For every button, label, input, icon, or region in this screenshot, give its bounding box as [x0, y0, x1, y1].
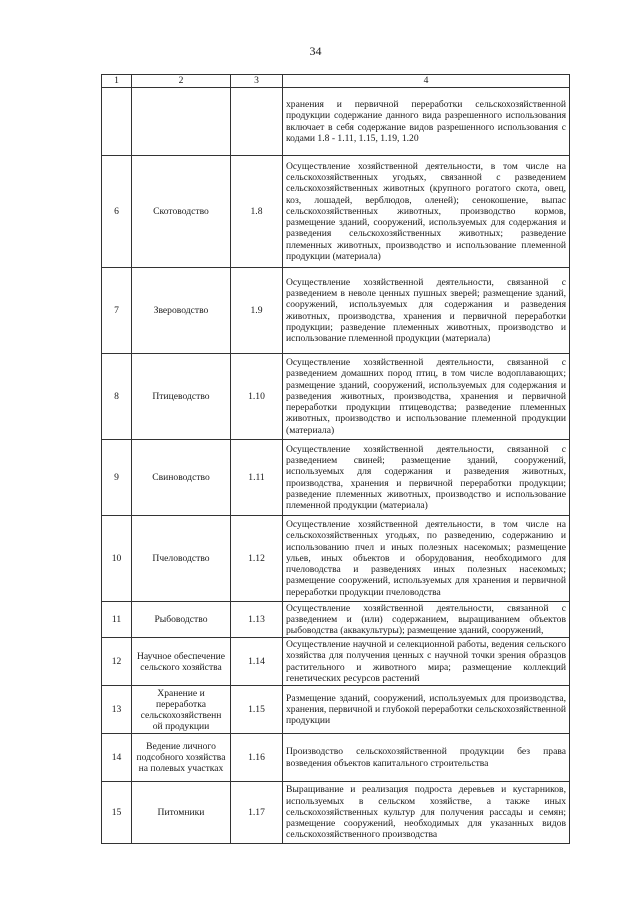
use-type-code: 1.15: [231, 686, 283, 734]
use-type-code: [231, 88, 283, 156]
use-type-name: Ведение личного подсобного хозяйства на полевых участках: [132, 734, 231, 782]
use-type-code: 1.10: [231, 354, 283, 440]
table-row: [102, 638, 570, 686]
table-row: [102, 156, 570, 268]
table-row: [102, 268, 570, 354]
row-number: 15: [102, 782, 132, 844]
use-type-name: Хранение и переработка сельскохозяйственн ой продукции: [132, 686, 231, 734]
table-row: [102, 354, 570, 440]
row-number: 11: [102, 602, 132, 638]
use-type-code: 1.14: [231, 638, 283, 686]
use-type-description: Осуществление хозяйственной деятельности, связанной с разведением свиней; размещение зданий, сооружений, используемых для содержания и разведения животных, производства, хранения и первичной переработки продукции; разведение племенных животных, производство и использование племенной продукции (материала): [283, 440, 570, 516]
use-type-code: 1.11: [231, 440, 283, 516]
land-use-table: [101, 74, 570, 844]
table-row: [102, 734, 570, 782]
use-type-name: Научное обеспечение сельского хозяйства: [132, 638, 231, 686]
table-row: [102, 88, 570, 156]
row-number: 12: [102, 638, 132, 686]
use-type-code: 1.9: [231, 268, 283, 354]
row-number: 9: [102, 440, 132, 516]
column-header-code: 3: [231, 75, 283, 88]
row-number: 7: [102, 268, 132, 354]
table-row: [102, 602, 570, 638]
use-type-description: Осуществление хозяйственной деятельности, в том числе на сельскохозяйственных угодьях, связанной с разведением сельскохозяйственных животных (крупного рогатого скота, овец, коз, лошадей, верблюдов, оленей); сенокошение, выпас сельскохозяйственных животных, производство кормов, размещение зданий, сооружений, используемых для содержания и разведения сельскохозяйственных животных; разведение племенных животных, производство и использование племенной продукции (материала): [283, 156, 570, 268]
table-header-row: [102, 75, 570, 88]
row-number: [102, 88, 132, 156]
use-type-description: Осуществление хозяйственной деятельности, связанной с разведением и (или) содержанием, выращиванием объектов рыбоводства (аквакультуры); размещение зданий, сооружений,: [283, 602, 570, 638]
page-number: 34: [309, 44, 322, 58]
table-row: [102, 440, 570, 516]
table-row: [102, 782, 570, 844]
use-type-name: Свиноводство: [132, 440, 231, 516]
use-type-code: 1.13: [231, 602, 283, 638]
use-type-code: 1.8: [231, 156, 283, 268]
use-type-name: Рыбоводство: [132, 602, 231, 638]
row-number: 8: [102, 354, 132, 440]
row-number: 6: [102, 156, 132, 268]
use-type-name: Звероводство: [132, 268, 231, 354]
row-number: 13: [102, 686, 132, 734]
column-header-number: 1: [102, 75, 132, 88]
use-type-code: 1.12: [231, 516, 283, 602]
use-type-name: Скотоводство: [132, 156, 231, 268]
use-type-description: Выращивание и реализация подроста деревьев и кустарников, используемых в сельском хозяйстве, а также иных сельскохозяйственных культур для получения рассады и семян; размещение сооружений, необходимых для указанных видов сельскохозяйственного производства: [283, 782, 570, 844]
use-type-description: Осуществление хозяйственной деятельности, в том числе на сельскохозяйственных угодьях, по разведению, содержанию и использованию пчел и иных полезных насекомых; размещение ульев, иных объектов и оборудования, необходимого для пчеловодства и разведениях иных полезных насекомых; размещение сооружений, используемых для хранения и первичной переработки продукции пчеловодства: [283, 516, 570, 602]
use-type-name: Птицеводство: [132, 354, 231, 440]
row-number: 10: [102, 516, 132, 602]
use-type-description: Осуществление хозяйственной деятельности, связанной с разведением домашних пород птиц, в том числе водоплавающих; размещение зданий, сооружений, используемых для содержания и разведения животных, производства, хранения и первичной переработки продукции птицеводства; разведение племенных животных, производство и использование племенной продукции (материала): [283, 354, 570, 440]
use-type-name: [132, 88, 231, 156]
use-type-description: Осуществление научной и селекционной работы, ведения сельского хозяйства для получения ценных с научной точки зрения образцов растительного и животного мира; размещение коллекций генетических ресурсов растений: [283, 638, 570, 686]
column-header-name: 2: [132, 75, 231, 88]
table-row: [102, 516, 570, 602]
column-header-description: 4: [283, 75, 570, 88]
row-number: 14: [102, 734, 132, 782]
use-type-code: 1.17: [231, 782, 283, 844]
use-type-description: Производство сельскохозяйственной продукции без права возведения объектов капитального строительства: [283, 734, 570, 782]
use-type-description: Размещение зданий, сооружений, используемых для производства, хранения, первичной и глубокой переработки сельскохозяйственной продукции: [283, 686, 570, 734]
use-type-code: 1.16: [231, 734, 283, 782]
use-type-name: Пчеловодство: [132, 516, 231, 602]
use-type-name: Питомники: [132, 782, 231, 844]
use-type-description: хранения и первичной переработки сельскохозяйственной продукции содержание данного вида разрешенного использования включает в себя содержание видов разрешенного использования с кодами 1.8 - 1.11, 1.15, 1.19, 1.20: [283, 88, 570, 156]
table-row: [102, 686, 570, 734]
use-type-description: Осуществление хозяйственной деятельности, связанной с разведением в неволе ценных пушных зверей; размещение зданий, сооружений, используемых для содержания и разведения животных, производства, хранения и первичной переработки продукции; разведение племенных животных, производство и использование племенной продукции (материала): [283, 268, 570, 354]
